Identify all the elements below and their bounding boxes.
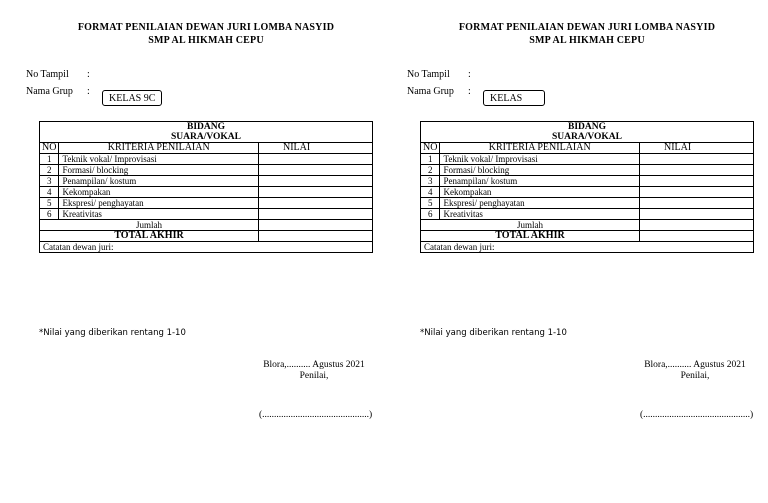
col-kriteria-header: KRITERIA PENILAIAN bbox=[440, 143, 640, 154]
nilai-cell[interactable] bbox=[259, 209, 373, 220]
colon: : bbox=[468, 86, 471, 97]
col-nilai-header: NILAI bbox=[640, 143, 754, 154]
school-name: SMP AL HIKMAH CEPU bbox=[148, 35, 264, 46]
row-kriteria: Kekompakan bbox=[59, 187, 259, 198]
bidang-header bbox=[40, 122, 373, 143]
row-kriteria: Kreativitas bbox=[59, 209, 259, 220]
total-akhir-cell[interactable] bbox=[259, 231, 373, 242]
colon: : bbox=[87, 69, 90, 80]
nilai-cell[interactable] bbox=[640, 209, 754, 220]
row-no: 6 bbox=[421, 209, 440, 220]
jumlah-label: Jumlah bbox=[421, 220, 640, 231]
row-no: 5 bbox=[40, 198, 59, 209]
table-row bbox=[40, 198, 373, 209]
row-no: 4 bbox=[421, 187, 440, 198]
catatan-field[interactable]: Catatan dewan juri: bbox=[421, 242, 754, 253]
nilai-cell[interactable] bbox=[259, 165, 373, 176]
row-no: 1 bbox=[421, 154, 440, 165]
form-title: FORMAT PENILAIAN DEWAN JURI LOMBA NASYID bbox=[458, 22, 716, 33]
nilai-cell[interactable] bbox=[640, 165, 754, 176]
place-date: Blora,.......... Agustus 2021 bbox=[644, 360, 746, 370]
signature-line: (.............................................) bbox=[640, 410, 754, 420]
total-akhir-label: TOTAL AKHIR bbox=[421, 231, 640, 242]
colon: : bbox=[468, 69, 471, 80]
col-nilai-header: NILAI bbox=[259, 143, 373, 154]
table-row bbox=[40, 176, 373, 187]
penilai-label: Penilai, bbox=[680, 371, 710, 381]
jumlah-cell[interactable] bbox=[259, 220, 373, 231]
row-no: 6 bbox=[40, 209, 59, 220]
row-no: 2 bbox=[421, 165, 440, 176]
row-no: 5 bbox=[421, 198, 440, 209]
col-kriteria-header: KRITERIA PENILAIAN bbox=[59, 143, 259, 154]
no-tampil-label: No Tampil bbox=[407, 69, 450, 80]
nama-grup-label: Nama Grup bbox=[407, 86, 454, 97]
nilai-cell[interactable] bbox=[640, 187, 754, 198]
row-no: 1 bbox=[40, 154, 59, 165]
row-kriteria: Penampilan/ kostum bbox=[440, 176, 640, 187]
jumlah-cell[interactable] bbox=[640, 220, 754, 231]
nilai-cell[interactable] bbox=[259, 176, 373, 187]
row-no: 3 bbox=[421, 176, 440, 187]
row-kriteria: Ekspresi/ penghayatan bbox=[440, 198, 640, 209]
row-kriteria: Penampilan/ kostum bbox=[59, 176, 259, 187]
row-kriteria: Teknik vokal/ Improvisasi bbox=[59, 154, 259, 165]
table-row bbox=[421, 187, 754, 198]
row-kriteria: Kreativitas bbox=[440, 209, 640, 220]
nilai-cell[interactable] bbox=[259, 154, 373, 165]
form-title: FORMAT PENILAIAN DEWAN JURI LOMBA NASYID bbox=[77, 22, 335, 33]
criteria-table bbox=[39, 121, 373, 253]
bidang-header bbox=[421, 122, 754, 143]
row-kriteria: Ekspresi/ penghayatan bbox=[59, 198, 259, 209]
nama-grup-label: Nama Grup bbox=[26, 86, 73, 97]
col-no-header: NO bbox=[40, 143, 59, 154]
col-no-header: NO bbox=[421, 143, 440, 154]
school-name: SMP AL HIKMAH CEPU bbox=[529, 35, 645, 46]
row-kriteria: Formasi/ blocking bbox=[440, 165, 640, 176]
row-kriteria: Formasi/ blocking bbox=[59, 165, 259, 176]
penilai-label: Penilai, bbox=[299, 371, 329, 381]
nilai-cell[interactable] bbox=[640, 198, 754, 209]
form-left bbox=[26, 0, 386, 503]
total-akhir-label: TOTAL AKHIR bbox=[40, 231, 259, 242]
row-no: 3 bbox=[40, 176, 59, 187]
table-row bbox=[421, 154, 754, 165]
place-date: Blora,.......... Agustus 2021 bbox=[263, 360, 365, 370]
table-row bbox=[40, 187, 373, 198]
place-date-block bbox=[640, 360, 750, 382]
nilai-cell[interactable] bbox=[259, 198, 373, 209]
table-row bbox=[421, 176, 754, 187]
bidang-name: SUARA/VOKAL bbox=[170, 132, 241, 142]
colon: : bbox=[87, 86, 90, 97]
jumlah-label: Jumlah bbox=[40, 220, 259, 231]
table-row bbox=[421, 165, 754, 176]
row-no: 4 bbox=[40, 187, 59, 198]
place-date-block bbox=[259, 360, 369, 382]
kelas-field[interactable]: KELAS bbox=[483, 90, 545, 106]
row-kriteria: Teknik vokal/ Improvisasi bbox=[440, 154, 640, 165]
table-row bbox=[40, 209, 373, 220]
kelas-field[interactable]: KELAS 9C bbox=[102, 90, 162, 106]
bidang-label: BIDANG bbox=[186, 122, 225, 132]
bidang-name: SUARA/VOKAL bbox=[551, 132, 622, 142]
form-right bbox=[407, 0, 767, 503]
nilai-cell[interactable] bbox=[640, 154, 754, 165]
table-row bbox=[40, 165, 373, 176]
nilai-cell[interactable] bbox=[640, 176, 754, 187]
table-row bbox=[421, 198, 754, 209]
scoring-note: *Nilai yang diberikan rentang 1-10 bbox=[39, 328, 186, 338]
row-no: 2 bbox=[40, 165, 59, 176]
no-tampil-label: No Tampil bbox=[26, 69, 69, 80]
table-row bbox=[40, 154, 373, 165]
nilai-cell[interactable] bbox=[259, 187, 373, 198]
catatan-field[interactable]: Catatan dewan juri: bbox=[40, 242, 373, 253]
signature-line: (.............................................) bbox=[259, 410, 373, 420]
bidang-label: BIDANG bbox=[567, 122, 606, 132]
row-kriteria: Kekompakan bbox=[440, 187, 640, 198]
criteria-table bbox=[420, 121, 754, 253]
total-akhir-cell[interactable] bbox=[640, 231, 754, 242]
table-row bbox=[421, 209, 754, 220]
scoring-note: *Nilai yang diberikan rentang 1-10 bbox=[420, 328, 567, 338]
